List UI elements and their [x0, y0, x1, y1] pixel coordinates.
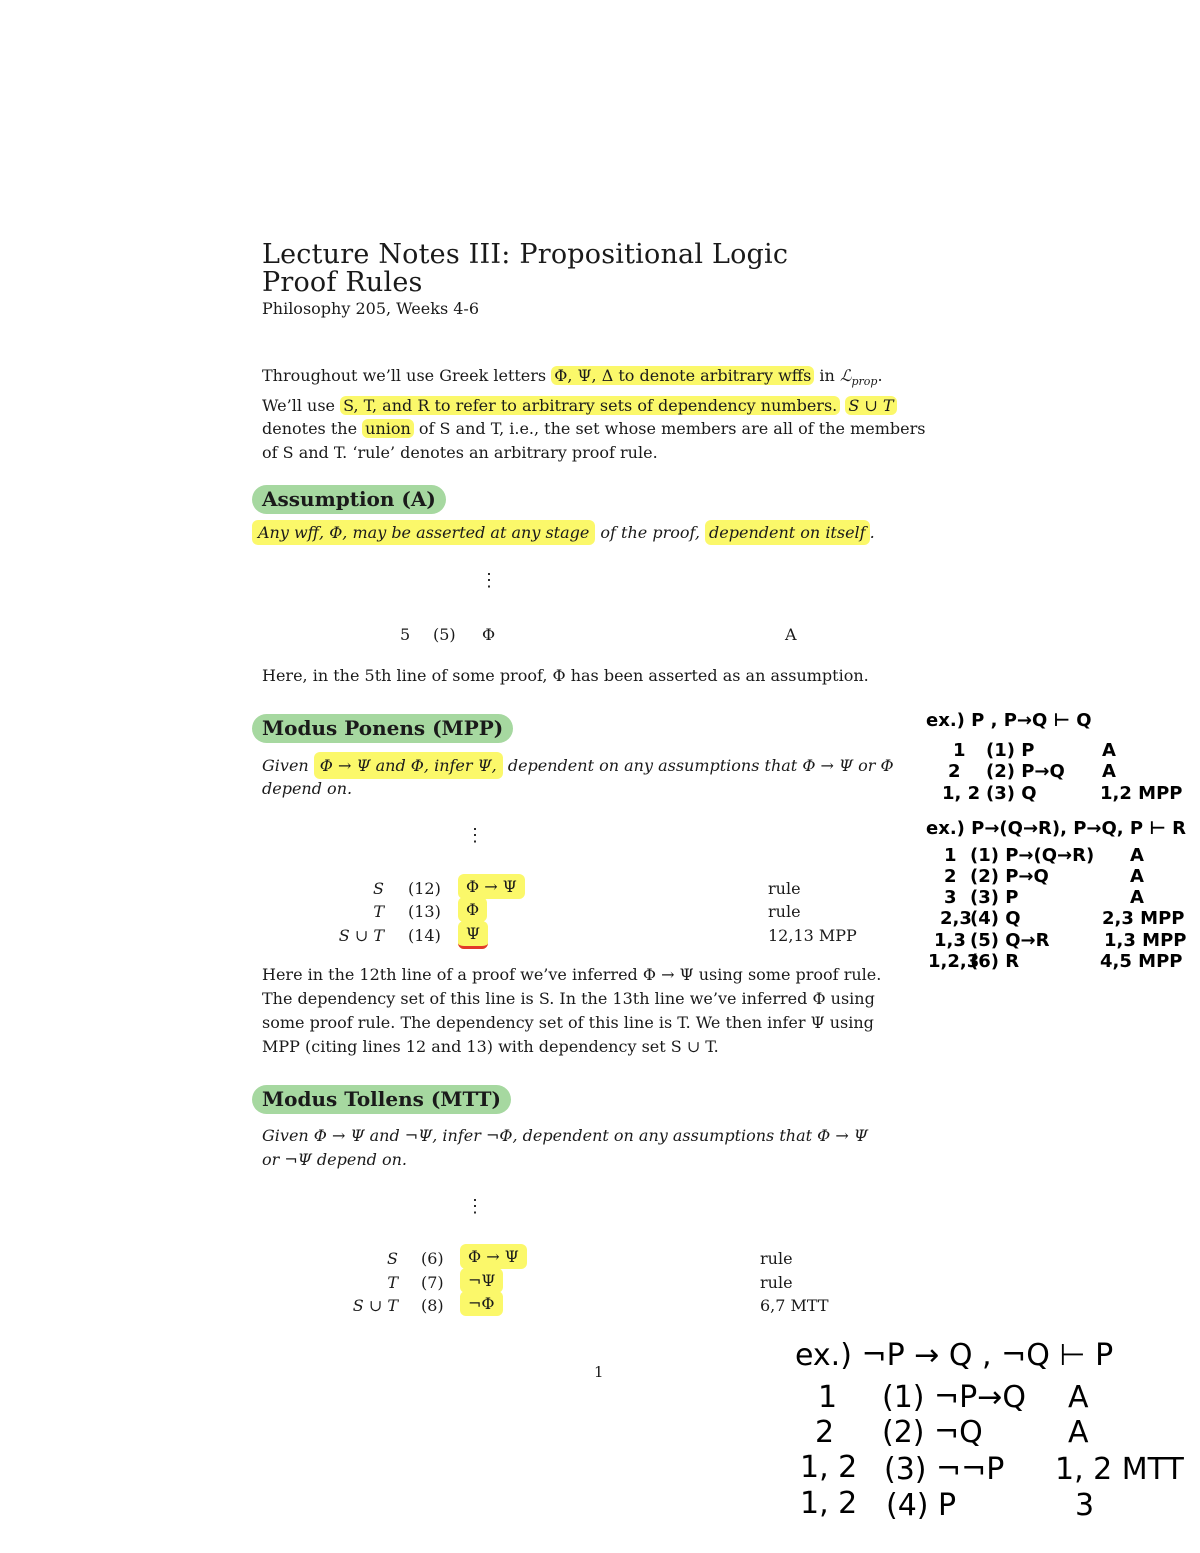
- hand-ex3-just: A: [1068, 1380, 1089, 1415]
- hand-ex1-dep: 2: [948, 761, 961, 782]
- title-line-1: Lecture Notes III: Propositional Logic: [262, 239, 789, 270]
- mtt-line-6-num: (6): [421, 1249, 444, 1268]
- hand-ex3-header: ex.) ¬P → Q , ¬Q ⊢ P: [795, 1338, 1114, 1373]
- hand-ex2-dep: 1,2,3: [928, 951, 980, 972]
- hand-ex3-line: (2) ¬Q: [882, 1415, 983, 1450]
- subtitle: Philosophy 205, Weeks 4-6: [262, 299, 479, 318]
- hand-ex1-line: (3) Q: [986, 783, 1037, 804]
- hand-ex2-line: (2) P→Q: [970, 866, 1049, 887]
- hand-ex3-just: A: [1068, 1415, 1089, 1450]
- hand-ex2-just: A: [1130, 866, 1144, 887]
- assumption-line-num: (5): [433, 625, 456, 644]
- mtt-line-8-formula: ¬Φ: [460, 1294, 503, 1313]
- mpp-line-13-num: (13): [408, 902, 441, 921]
- hand-ex2-just: A: [1130, 845, 1144, 866]
- mpp-line-13-just: rule: [768, 902, 801, 921]
- mpp-line-14-just: 12,13 MPP: [768, 926, 857, 945]
- mpp-line-12-just: rule: [768, 879, 801, 898]
- assumption-heading: Assumption (A): [252, 485, 446, 514]
- intro-paragraph: [262, 364, 938, 464]
- hand-ex2-header: ex.) P→(Q→R), P→Q, P ⊢ R: [926, 818, 1186, 839]
- hand-ex2-just: 2,3 MPP: [1102, 908, 1185, 929]
- hand-ex2-line: (4) Q: [970, 908, 1021, 929]
- hand-ex2-just: 1,3 MPP: [1104, 930, 1187, 951]
- mtt-rule-line-2: or ¬Ψ depend on.: [262, 1150, 407, 1169]
- assumption-line-just: A: [785, 625, 797, 644]
- mpp-explanation-line: some proof rule. The dependency set of this line is T. We then infer Ψ using: [262, 1013, 874, 1032]
- intro-line-3: denotes the union of S and T, i.e., the set whose members are all of the members: [262, 419, 926, 439]
- assumption-line-formula: Φ: [482, 625, 496, 644]
- mtt-line-7-formula: ¬Ψ: [460, 1271, 503, 1290]
- hand-ex1-line: (1) P: [986, 740, 1035, 761]
- mpp-heading: Modus Ponens (MPP): [252, 714, 513, 743]
- mtt-line-8-just: 6,7 MTT: [760, 1296, 829, 1315]
- hand-ex3-just: 1, 2 MTT: [1055, 1452, 1184, 1487]
- mtt-line-8-num: (8): [421, 1296, 444, 1315]
- hand-ex1-dep: 1: [953, 740, 966, 761]
- hand-ex2-line: (5) Q→R: [970, 930, 1050, 951]
- hand-ex2-line: (1) P→(Q→R): [970, 845, 1095, 866]
- mpp-line-12-dep: S: [373, 879, 384, 898]
- hand-ex3-line: (4) P: [886, 1488, 957, 1523]
- mpp-line-14-num: (14): [408, 926, 441, 945]
- hand-ex2-dep: 2,3: [940, 908, 972, 929]
- mtt-vdots: ⋮: [466, 1196, 484, 1217]
- hand-ex3-dep: 1, 2: [800, 1450, 858, 1485]
- hand-ex1-just: A: [1102, 761, 1116, 782]
- mpp-rule-line-1: Given Φ → Ψ and Φ, infer Ψ, dependent on any assumptions that Φ → Ψ or Φ: [262, 756, 894, 775]
- mpp-explanation-line: The dependency set of this line is S. In the 13th line we’ve inferred Φ using: [262, 989, 875, 1008]
- assumption-line-dep: 5: [400, 625, 411, 644]
- mtt-rule-line-1: Given Φ → Ψ and ¬Ψ, infer ¬Φ, dependent on any assumptions that Φ → Ψ: [262, 1126, 868, 1145]
- mtt-line-8-dep: S ∪ T: [352, 1296, 398, 1315]
- mpp-line-14-dep: S ∪ T: [338, 926, 384, 945]
- mpp-line-13-formula: Φ: [458, 900, 487, 919]
- hand-ex2-line: (3) P: [970, 887, 1019, 908]
- intro-line-4: of S and T. ‘rule’ denotes an arbitrary proof rule.: [262, 442, 658, 462]
- hand-ex2-dep: 3: [944, 887, 957, 908]
- mtt-line-6-formula: Φ → Ψ: [460, 1247, 527, 1266]
- mpp-line-13-dep: T: [373, 902, 384, 921]
- mpp-line-12-num: (12): [408, 879, 441, 898]
- hand-ex3-dep: 1, 2: [800, 1486, 858, 1521]
- hand-ex2-dep: 1,3: [934, 930, 966, 951]
- assumption-vdots: ⋮: [480, 570, 498, 591]
- mpp-vdots: ⋮: [466, 825, 484, 846]
- hand-ex1-dep: 1, 2: [942, 783, 981, 804]
- hand-ex3-line: (1) ¬P→Q: [882, 1380, 1027, 1415]
- hand-ex2-dep: 1: [944, 845, 957, 866]
- mtt-line-7-num: (7): [421, 1273, 444, 1292]
- hand-ex1-just: 1,2 MPP: [1100, 783, 1183, 804]
- hand-ex1-line: (2) P→Q: [986, 761, 1065, 782]
- mtt-line-6-just: rule: [760, 1249, 793, 1268]
- hand-ex2-dep: 2: [944, 866, 957, 887]
- page-number: 1: [594, 1363, 604, 1381]
- mtt-line-7-dep: T: [387, 1273, 398, 1292]
- hand-ex2-line: (6) R: [970, 951, 1020, 972]
- mtt-line-7-just: rule: [760, 1273, 793, 1292]
- title-line-2: Proof Rules: [262, 267, 423, 298]
- mpp-explanation: [262, 963, 938, 1059]
- mpp-explanation-line: MPP (citing lines 12 and 13) with dependency set S ∪ T.: [262, 1037, 719, 1056]
- mpp-line-14-formula: Ψ: [458, 924, 488, 943]
- mpp-explanation-line: Here in the 12th line of a proof we’ve inferred Φ → Ψ using some proof rule.: [262, 965, 882, 984]
- hand-ex1-just: A: [1102, 740, 1116, 761]
- mpp-line-12-formula: Φ → Ψ: [458, 877, 525, 896]
- hand-ex1-header: ex.) P , P→Q ⊢ Q: [926, 710, 1092, 731]
- assumption-explanation: Here, in the 5th line of some proof, Φ has been asserted as an assumption.: [262, 666, 869, 685]
- mtt-heading: Modus Tollens (MTT): [252, 1085, 511, 1114]
- hand-ex2-just: 4,5 MPP: [1100, 951, 1183, 972]
- hand-ex2-just: A: [1130, 887, 1144, 908]
- hand-ex3-line: (3) ¬¬P: [884, 1452, 1005, 1487]
- intro-line-2: We’ll use S, T, and R to refer to arbitrary sets of dependency numbers. S ∪ T: [262, 394, 938, 418]
- mpp-rule-line-2: depend on.: [262, 779, 353, 798]
- intro-line-1: Throughout we’ll use Greek letters Φ, Ψ, Δ to denote arbitrary wffs in ℒ$_{prop}$.: [262, 366, 883, 389]
- hand-ex3-dep: 2: [815, 1415, 835, 1450]
- hand-ex3-dep: 1: [818, 1380, 838, 1415]
- hand-ex3-just: 3: [1075, 1488, 1095, 1523]
- mtt-line-6-dep: S: [387, 1249, 398, 1268]
- assumption-rule: Any wff, Φ, may be asserted at any stage of the proof, dependent on itself .: [252, 523, 875, 542]
